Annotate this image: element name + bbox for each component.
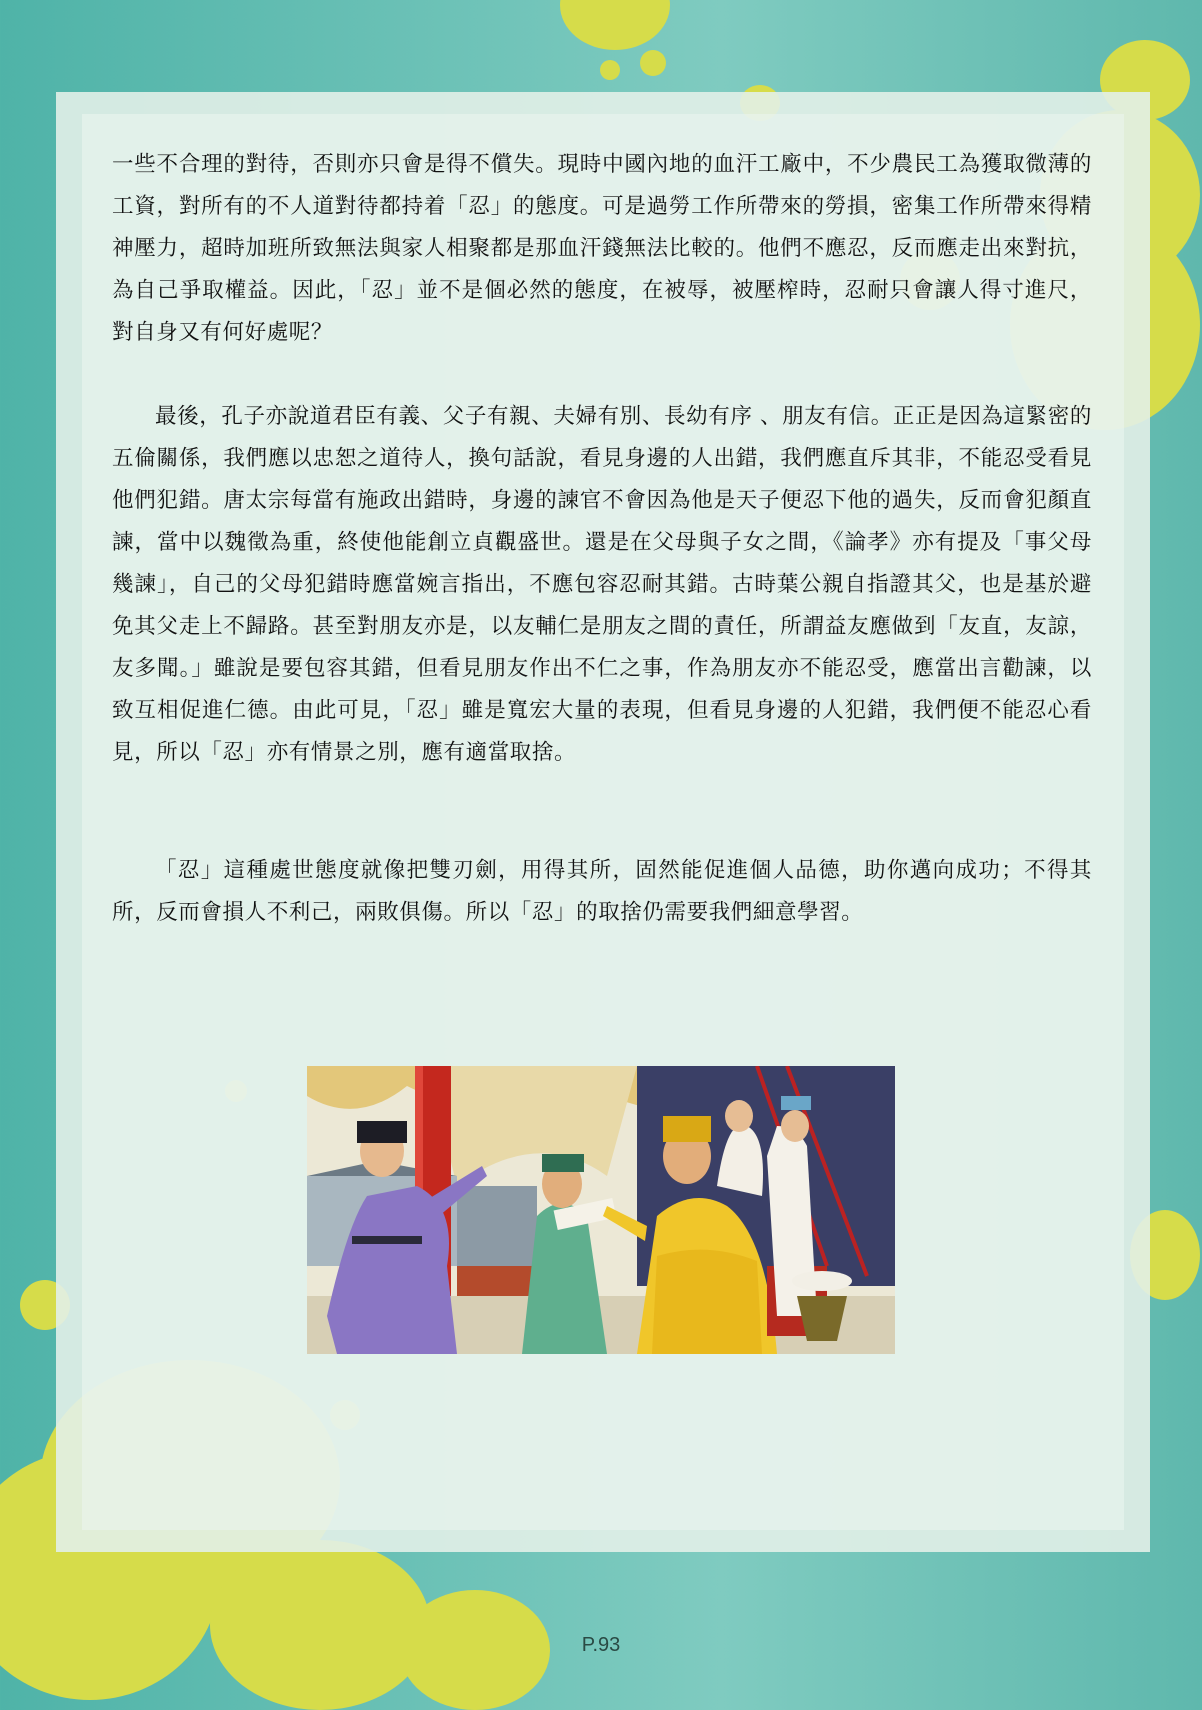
paragraph-3: 「忍」這種處世態度就像把雙刃劍，用得其所，固然能促進個人品德，助你邁向成功；不得其所，反而會損人不利己，兩敗俱傷。所以「忍」的取捨仍需要我們細意學習。 <box>112 858 1092 925</box>
illustration-painting <box>307 1066 895 1354</box>
paragraph-2: 最後，孔子亦說道君臣有義、父子有親、夫婦有別、長幼有序 、朋友有信。正正是因為這緊密的五倫關係，我們應以忠恕之道待人，換句話說，看見身邊的人出錯，我們應直斥其非，不能忍受看見他們犯錯。唐太宗每當有施政出錯時，身邊的諫官不會因為他是天子便忍下他的過失，反而會犯顏直諫，當中以魏徵為重，終使他能創立貞觀盛世。還是在父母與子女之間，《論孝》亦有提及「事父母幾諫」，自己的父母犯錯時應當婉言指出，不應包容忍耐其錯。古時葉公親自指證其父，也是基於避免其父走上不歸路。甚至對朋友亦是，以友輔仁是朋友之間的責任，所謂益友應做到「友直，友諒，友多聞。」雖說是要包容其錯，但看見朋友作出不仁之事，作為朋友亦不能忍受，應當出言勸諫，以致互相促進仁德。由此可見，「忍」雖是寬宏大量的表現，但看見身邊的人犯錯，我們便不能忍心看見，所以「忍」亦有情景之別，應有適當取捨。 <box>112 404 1092 765</box>
page-number: P.93 <box>581 1634 621 1656</box>
paragraph-1: 一些不合理的對待，否則亦只會是得不償失。現時中國內地的血汗工廠中，不少農民工為獲取微薄的工資，對所有的不人道對待都持着「忍」的態度。可是過勞工作所帶來的勞損，密集工作所帶來得精神壓力，超時加班所致無法與家人相聚都是那血汗錢無法比較的。他們不應忍，反而應走出來對抗，為自己爭取權益。因此，「忍」並不是個必然的態度，在被辱，被壓榨時，忍耐只會讓人得寸進尺，對自身又有何好處呢？ <box>112 152 1092 345</box>
